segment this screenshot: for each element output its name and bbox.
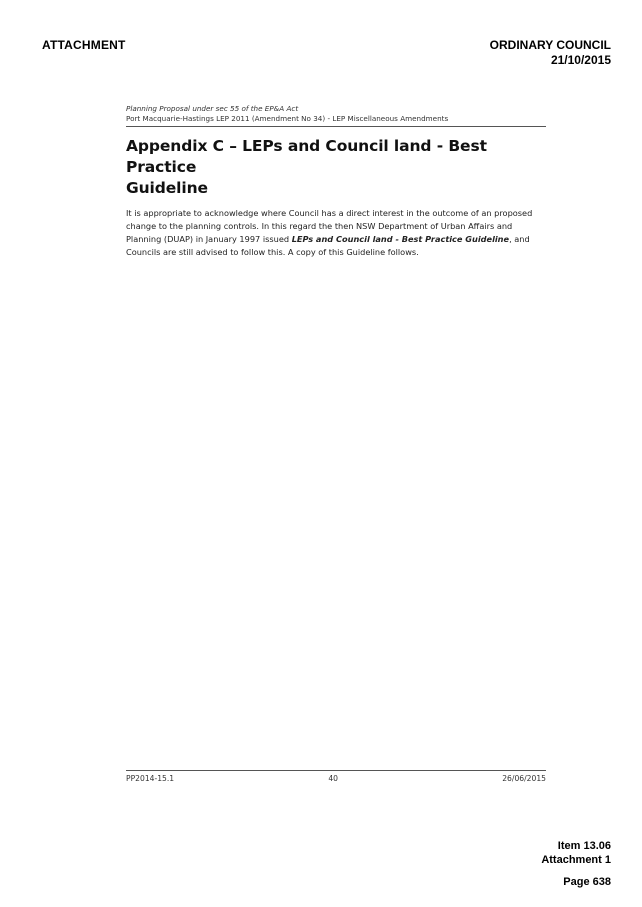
footer-date: 26/06/2015 [502,774,546,783]
meeting-name: ORDINARY COUNCIL [489,38,611,52]
attachment-number: Attachment 1 [541,853,611,866]
footer-page-number: 40 [328,774,339,783]
guideline-title: LEPs and Council land - Best Practice Guideline [291,234,510,244]
document-footer [126,770,546,784]
appendix-heading-line-1: Appendix C – LEPs and Council land - Best Practice [126,137,487,176]
page-number: Page 638 [563,876,611,888]
meeting-date: 21/10/2015 [550,53,611,67]
appendix-heading-line-2: Guideline [126,179,208,197]
body-text-part-2: , and Councils are still advised to follow this. A copy of this Guideline follows. [126,234,530,257]
item-stamp [541,840,611,890]
attachment-label: ATTACHMENT [42,38,126,52]
running-header-line-2: Port Macquarie-Hastings LEP 2011 (Amendment No 34) - LEP Miscellaneous Amendments [126,114,449,123]
body-paragraph [126,207,540,259]
body-text-part-1: It is appropriate to acknowledge where Council has a direct interest in the outcome of an proposed change to the planning controls. In this regard the then NSW Department of Urban Affairs and Planning (DUAP) in January 1997 issued [126,208,533,244]
meeting-stamp [490,38,611,68]
footer-reference: PP2014-15.1 [126,774,175,783]
running-header [126,104,546,124]
document-page [126,104,546,259]
footer-rule [126,770,546,771]
item-number: Item 13.06 [557,840,611,852]
running-header-line-1: Planning Proposal under sec 55 of the EP&A Act [126,104,299,113]
appendix-heading [126,136,546,199]
header-rule [126,126,546,127]
